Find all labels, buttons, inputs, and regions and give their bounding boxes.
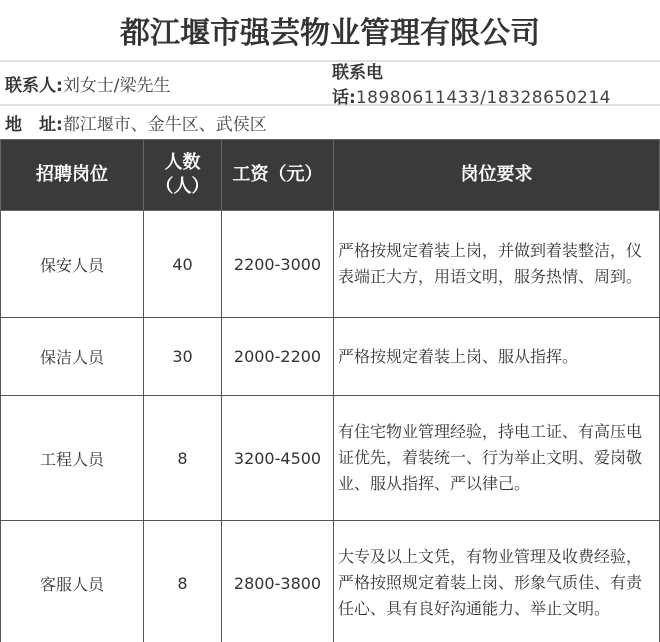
table-row xyxy=(1,521,660,642)
header-count: 人数（人） xyxy=(144,140,222,211)
position: 客服人员 xyxy=(1,521,144,642)
jobs-table xyxy=(0,139,660,642)
contact-value: 刘女士/梁先生 xyxy=(62,75,171,96)
address-row xyxy=(0,105,660,139)
salary: 2800-3800 xyxy=(222,521,334,642)
requirement: 大专及以上文凭，有物业管理及收费经验，严格按照规定着装上岗、形象气质佳、有责任心、具有良好沟通能力、举止文明。 xyxy=(334,521,660,642)
requirement: 严格按规定着装上岗、服从指挥。 xyxy=(334,318,660,396)
contact-label: 联系人: xyxy=(5,75,63,96)
count: 30 xyxy=(144,318,222,396)
table-header xyxy=(1,140,660,211)
header-requirement: 岗位要求 xyxy=(334,140,660,211)
phone-group xyxy=(332,58,660,108)
table-row xyxy=(1,396,660,521)
table-row xyxy=(1,211,660,318)
header-salary: 工资（元） xyxy=(222,140,334,211)
count: 40 xyxy=(144,211,222,318)
salary: 2200-3000 xyxy=(222,211,334,318)
count: 8 xyxy=(144,396,222,521)
table-row xyxy=(1,318,660,396)
position: 保洁人员 xyxy=(1,318,144,396)
company-title: 都江堰市强芸物业管理有限公司 xyxy=(0,0,660,62)
salary: 2000-2200 xyxy=(222,318,334,396)
position: 保安人员 xyxy=(1,211,144,318)
phone-label: 联系电话: xyxy=(332,63,383,108)
header-position: 招聘岗位 xyxy=(1,140,144,211)
address-label: 地 址: xyxy=(5,114,63,135)
phone-value: 18980611433/18328650214 xyxy=(355,88,611,108)
contact-row xyxy=(0,62,660,106)
requirement: 有住宅物业管理经验，持电工证、有高压电证优先，着装统一、行为举止文明、爱岗敬业、服从指挥、严以律己。 xyxy=(334,396,660,521)
salary: 3200-4500 xyxy=(222,396,334,521)
requirement: 严格按规定着装上岗，并做到着装整洁，仪表端正大方，用语文明，服务热情、周到。 xyxy=(334,211,660,318)
position: 工程人员 xyxy=(1,396,144,521)
count: 8 xyxy=(144,521,222,642)
address-value: 都江堰市、金牛区、武侯区 xyxy=(62,114,267,135)
